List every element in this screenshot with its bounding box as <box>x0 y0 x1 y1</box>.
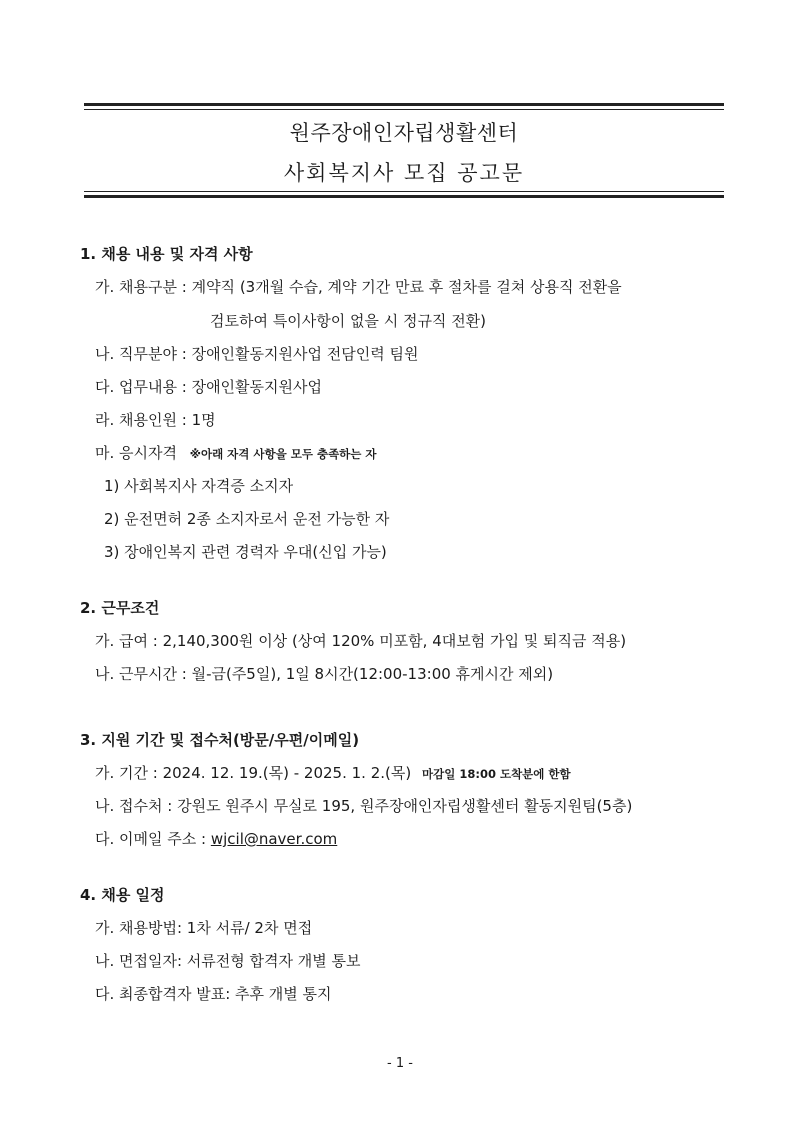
section-4-item-interview-date: 나. 면접일자: 서류전형 합격자 개별 통보 <box>95 952 361 970</box>
title-rule-bottom-thin <box>84 191 724 192</box>
email-label: 다. 이메일 주소 : <box>95 830 211 848</box>
document-title-line-2: 사회복지사 모집 공고문 <box>283 161 525 185</box>
page-number: - 1 - <box>387 1056 413 1071</box>
qualification-2: 2) 운전면허 2종 소지자로서 운전 가능한 자 <box>104 510 390 528</box>
title-rule-bottom-thick <box>84 195 724 198</box>
section-1-item-employment-type: 가. 채용구분 : 계약직 (3개월 수습, 계약 기간 만료 후 절차를 걸쳐 상용직 전환을 <box>95 278 622 296</box>
section-3-item-email <box>95 828 337 849</box>
title-box <box>84 103 724 201</box>
section-1-item-duties: 다. 업무내용 : 장애인활동지원사업 <box>95 378 322 396</box>
title-rule-top-thick <box>84 103 724 106</box>
section-4-item-final-announcement: 다. 최종합격자 발표: 추후 개별 통지 <box>95 985 332 1003</box>
qualification-1: 1) 사회복지사 자격증 소지자 <box>104 477 294 495</box>
section-2-item-salary: 가. 급여 : 2,140,300원 이상 (상여 120% 미포함, 4대보험 가입 및 퇴직금 적용) <box>95 632 627 650</box>
section-1-item-headcount: 라. 채용인원 : 1명 <box>95 411 216 429</box>
section-1-item-employment-type-cont: 검토하여 특이사항이 없을 시 정규직 전환) <box>210 312 487 330</box>
section-2-item-hours: 나. 근무시간 : 월-금(주5일), 1일 8시간(12:00-13:00 휴게시간 제외) <box>95 665 554 683</box>
section-4-item-method: 가. 채용방법: 1차 서류/ 2차 면접 <box>95 919 313 937</box>
section-1-item-qualifications <box>95 442 377 463</box>
section-heading-2: 2. 근무조건 <box>80 599 160 617</box>
email-link[interactable]: wjcil@naver.com <box>210 830 338 848</box>
document-title-line-1: 원주장애인자립생활센터 <box>289 121 519 145</box>
section-heading-1: 1. 채용 내용 및 자격 사항 <box>80 245 253 263</box>
section-heading-3: 3. 지원 기간 및 접수처(방문/우편/이메일) <box>80 731 360 749</box>
deadline-note: 마감일 18:00 도착분에 한함 <box>422 767 571 781</box>
section-1-item-job-field: 나. 직무분야 : 장애인활동지원사업 전담인력 팀원 <box>95 345 419 363</box>
qualifications-label: 마. 응시자격 <box>95 444 177 462</box>
section-3-item-period <box>95 762 571 783</box>
section-heading-4: 4. 채용 일정 <box>80 886 165 904</box>
period-text: 가. 기간 : 2024. 12. 19.(목) - 2025. 1. 2.(목) <box>95 764 412 782</box>
qualifications-note: ※아래 자격 사항을 모두 충족하는 자 <box>189 447 377 461</box>
section-3-item-address: 나. 접수처 : 강원도 원주시 무실로 195, 원주장애인자립생활센터 활동지원팀(5층) <box>95 797 633 815</box>
qualification-3: 3) 장애인복지 관련 경력자 우대(신입 가능) <box>104 543 387 561</box>
title-rule-top-thin <box>84 109 724 110</box>
